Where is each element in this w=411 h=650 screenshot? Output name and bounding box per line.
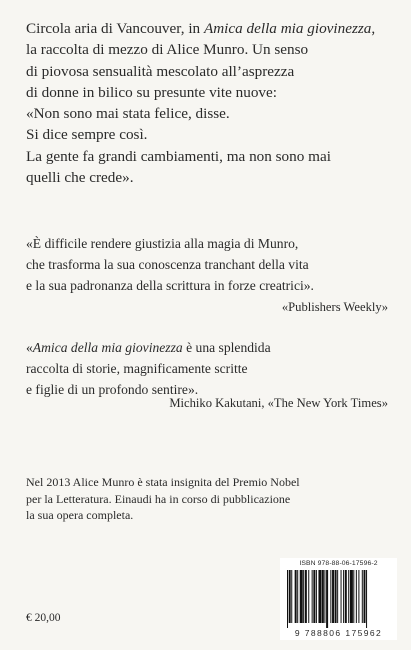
barcode-bar — [343, 570, 344, 623]
barcode-bar — [305, 570, 307, 623]
quote-line: e figlie di un profondo sentire». — [26, 382, 199, 397]
isbn-barcode — [280, 558, 397, 640]
barcode-bar — [312, 570, 313, 623]
barcode-digits: 9 788806 175962 — [294, 628, 383, 638]
barcode-bar — [348, 570, 349, 623]
blurb-line: «Non sono mai stata felice, disse. — [26, 105, 230, 123]
blurb-line: di donne in bilico su presunte vite nuove: — [26, 83, 277, 101]
barcode-bar — [295, 570, 297, 623]
quote-line: e la sua padronanza della scrittura in forze creatrici». — [26, 278, 314, 293]
barcode-bar — [291, 570, 292, 623]
barcode-bar — [287, 570, 288, 628]
barcode-bar — [297, 570, 298, 623]
quote-source: Michiko Kakutani, «The New York Times» — [169, 396, 388, 410]
price-label: € 20,00 — [26, 612, 61, 624]
blurb-line: la raccolta di mezzo di Alice Munro. Un senso — [26, 41, 309, 59]
barcode-bar — [300, 570, 303, 623]
barcode-bar — [345, 570, 347, 623]
info-line: per la Letteratura. Einaudi ha in corso di pubblicazione — [26, 491, 291, 506]
barcode-bar — [326, 570, 328, 628]
quote-source: «Publishers Weekly» — [281, 300, 388, 314]
barcode-bar — [356, 570, 357, 623]
book-title-italic: Amica della mia giovinezza — [32, 340, 183, 355]
blurb-text: , — [371, 20, 376, 37]
barcode-bar — [313, 570, 315, 623]
synopsis-blurb — [26, 18, 375, 188]
barcode-bar — [322, 570, 324, 623]
author-info — [26, 474, 300, 524]
blurb-text: Circola aria di Vancouver, in — [26, 20, 204, 37]
barcode-bar — [366, 570, 367, 628]
quote-line: «È difficile rendere giustizia alla magia di Munro, — [26, 236, 299, 251]
quote-line: raccolta di storie, magnificamente scritte — [26, 361, 248, 376]
blurb-line: Si dice sempre così. — [26, 126, 148, 144]
barcode-bar — [341, 570, 342, 623]
isbn-label: ISBN 978-88-06-17596-2 — [299, 560, 378, 567]
barcode-bar — [289, 570, 291, 623]
blurb-line — [26, 18, 375, 39]
barcode-bar — [303, 570, 304, 623]
blurb-line: di piovosa sensualità mescolato all’asprezza — [26, 62, 295, 80]
quote-text: « — [26, 340, 33, 355]
blurb-line: quelli che crede». — [26, 169, 134, 187]
barcode-bar — [330, 570, 331, 623]
barcode-bar — [353, 570, 354, 623]
barcode-bar — [337, 570, 338, 623]
book-title-italic: Amica della mia giovinezza — [203, 20, 372, 37]
barcode-bar — [318, 570, 321, 623]
barcode-bar — [332, 570, 334, 623]
blurb-line: La gente fa grandi cambiamenti, ma non sono mai — [26, 147, 331, 165]
barcode-bar — [324, 570, 325, 623]
quote-text: è una splendida — [182, 340, 271, 355]
info-line: la sua opera completa. — [26, 508, 134, 522]
quote-line — [26, 337, 388, 358]
barcode-bar — [364, 570, 366, 623]
barcode-bar — [358, 570, 359, 623]
info-line: Nel 2013 Alice Munro è stata insignita del Premio Nobel — [26, 475, 300, 489]
barcode-bar — [350, 570, 353, 623]
barcode-bars — [285, 570, 392, 628]
barcode-bar — [308, 570, 309, 623]
barcode-bar — [335, 570, 337, 623]
barcode-bar — [316, 570, 317, 623]
nyt-quote — [26, 337, 388, 411]
quote-line: che trasforma la sua conoscenza tranchant della vita — [26, 257, 309, 272]
publishers-weekly-quote — [26, 233, 388, 315]
barcode-bar — [362, 570, 363, 623]
